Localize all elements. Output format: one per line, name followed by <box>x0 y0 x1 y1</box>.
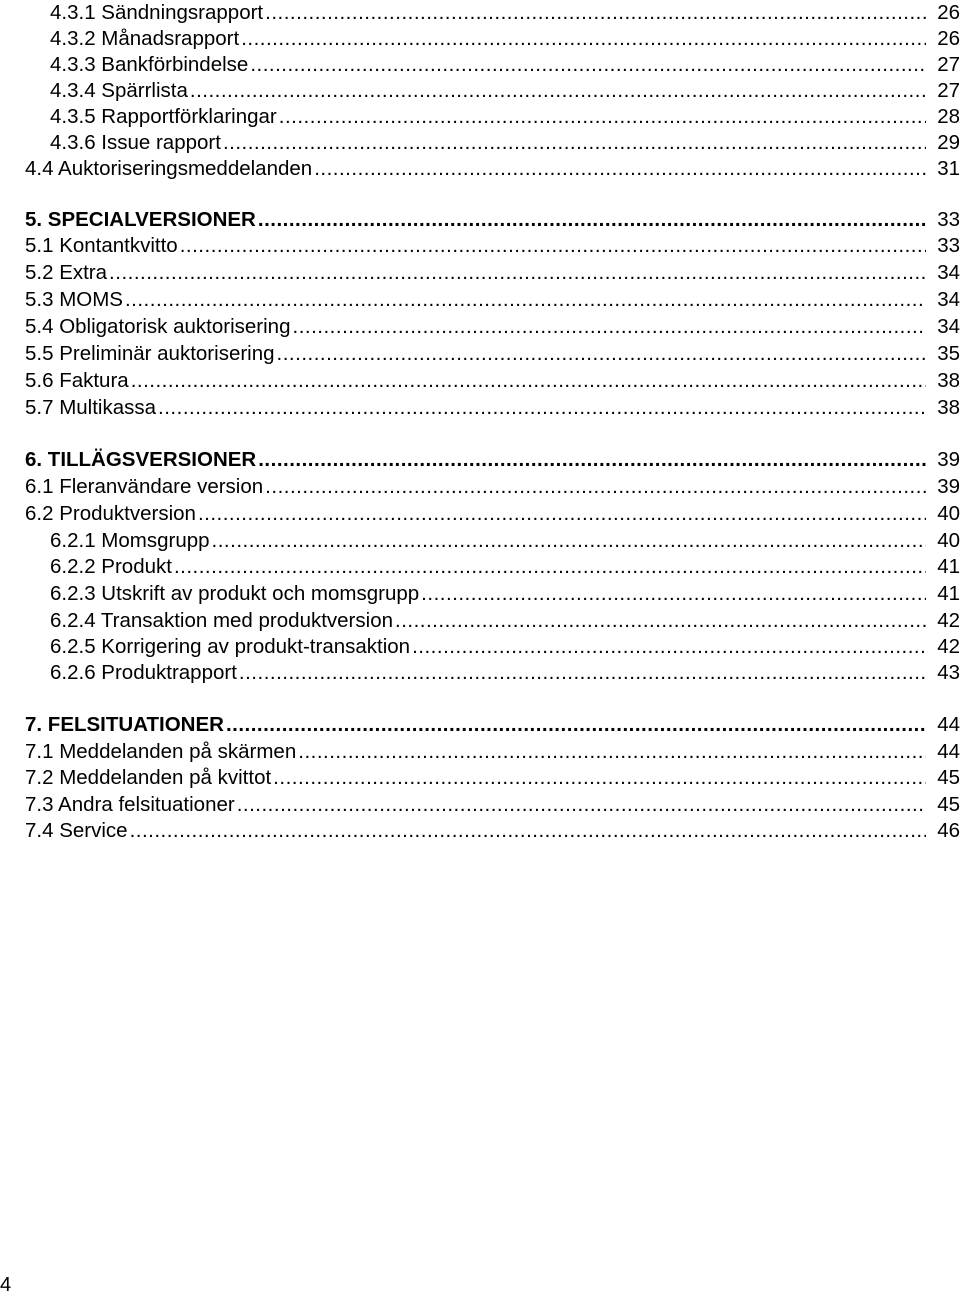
toc-entry[interactable] <box>25 260 960 286</box>
toc-entry-page: 26 <box>937 1 960 24</box>
toc-entry[interactable] <box>25 765 960 791</box>
toc-entry-page: 34 <box>937 261 960 284</box>
toc-entry[interactable] <box>25 474 960 500</box>
toc-leader-dots <box>125 287 926 313</box>
toc-leader-dots <box>223 130 926 156</box>
toc-entry[interactable] <box>50 104 960 130</box>
toc-entry-page: 31 <box>937 157 960 180</box>
toc-entry-label: 6.2.1 Momsgrupp <box>50 529 210 552</box>
toc-entry[interactable] <box>50 78 960 104</box>
toc-leader-dots <box>273 765 926 791</box>
toc-entry[interactable] <box>50 52 960 78</box>
toc-entry-page: 38 <box>937 396 960 419</box>
toc-entry-label: 5. SPECIALVERSIONER <box>25 208 256 231</box>
toc-entry-label: 6.2 Produktversion <box>25 502 196 525</box>
toc-entry[interactable] <box>50 660 960 686</box>
toc-entry[interactable] <box>25 447 960 473</box>
toc-leader-dots <box>180 233 926 259</box>
toc-entry-page: 34 <box>937 315 960 338</box>
toc-entry[interactable] <box>50 581 960 607</box>
toc-entry-label: 4.3.6 Issue rapport <box>50 131 221 154</box>
toc-entry[interactable] <box>50 634 960 660</box>
toc-entry-label: 7. FELSITUATIONER <box>25 713 224 736</box>
toc-entry-label: 6.2.6 Produktrapport <box>50 661 237 684</box>
toc-entry[interactable] <box>25 341 960 367</box>
toc-entry-label: 5.6 Faktura <box>25 369 129 392</box>
toc-entry-page: 28 <box>937 105 960 128</box>
toc-entry[interactable] <box>25 739 960 765</box>
toc-entry-label: 5.4 Obligatorisk auktorisering <box>25 315 291 338</box>
toc-entry-label: 7.4 Service <box>25 819 128 842</box>
toc-leader-dots <box>412 634 926 660</box>
toc-entry[interactable] <box>25 156 960 182</box>
toc-leader-dots <box>241 26 926 52</box>
toc-entry[interactable] <box>25 395 960 421</box>
toc-entry-page: 29 <box>937 131 960 154</box>
toc-leader-dots <box>279 104 926 130</box>
toc-entry-page: 44 <box>937 713 960 736</box>
toc-entry-label: 7.2 Meddelanden på kvittot <box>25 766 272 789</box>
toc-entry-page: 35 <box>937 342 960 365</box>
toc-entry-label: 5.7 Multikassa <box>25 396 157 419</box>
toc-entry-label: 6.2.2 Produkt <box>50 555 172 578</box>
toc-leader-dots <box>298 739 926 765</box>
toc-entry[interactable] <box>25 368 960 394</box>
toc-entry-label: 6. TILLÄGSVERSIONER <box>25 448 257 471</box>
toc-entry[interactable] <box>25 207 960 233</box>
toc-entry[interactable] <box>50 130 960 156</box>
toc-leader-dots <box>258 447 926 473</box>
toc-leader-dots <box>293 314 927 340</box>
toc-entry-label: 6.2.3 Utskrift av produkt och momsgrupp <box>50 582 420 605</box>
toc-entry-page: 46 <box>937 819 960 842</box>
toc-leader-dots <box>226 712 926 738</box>
toc-leader-dots <box>250 52 926 78</box>
toc-entry-page: 43 <box>937 661 960 684</box>
toc-entry-page: 33 <box>937 208 960 231</box>
toc-entry-label: 4.3.2 Månadsrapport <box>50 27 240 50</box>
toc-entry-page: 26 <box>937 27 960 50</box>
toc-entry[interactable] <box>25 314 960 340</box>
toc-entry[interactable] <box>25 818 960 844</box>
toc-entry-page: 40 <box>937 502 960 525</box>
toc-entry-label: 6.2.4 Transaktion med produktversion <box>50 609 393 632</box>
toc-entry-page: 33 <box>937 234 960 257</box>
toc-entry-label: 4.3.4 Spärrlista <box>50 79 188 102</box>
toc-leader-dots <box>131 368 926 394</box>
toc-leader-dots <box>190 78 926 104</box>
page-number: 4 <box>0 1274 12 1296</box>
toc-entry-page: 38 <box>937 369 960 392</box>
toc-entry-label: 5.2 Extra <box>25 261 108 284</box>
toc-leader-dots <box>212 528 926 554</box>
toc-entry-page: 34 <box>937 288 960 311</box>
toc-entry-label: 7.3 Andra felsituationer <box>25 793 235 816</box>
toc-entry[interactable] <box>25 233 960 259</box>
toc-entry-page: 45 <box>937 793 960 816</box>
toc-entry[interactable] <box>25 287 960 313</box>
toc-entry-label: 4.3.1 Sändningsrapport <box>50 1 264 24</box>
toc-entry[interactable] <box>50 608 960 634</box>
toc-leader-dots <box>277 341 926 367</box>
toc-entry-label: 5.5 Preliminär auktorisering <box>25 342 275 365</box>
toc-entry[interactable] <box>25 792 960 818</box>
toc-entry-label: 5.3 MOMS <box>25 288 123 311</box>
toc-entry-page: 41 <box>937 555 960 578</box>
toc-entry-page: 40 <box>937 529 960 552</box>
toc-entry[interactable] <box>50 554 960 580</box>
toc-leader-dots <box>174 554 926 580</box>
toc-entry-label: 4.4 Auktoriseringsmeddelanden <box>25 157 313 180</box>
toc-entry-label: 7.1 Meddelanden på skärmen <box>25 740 297 763</box>
toc-leader-dots <box>198 501 926 527</box>
toc-entry-page: 44 <box>937 740 960 763</box>
toc-entry[interactable] <box>50 26 960 52</box>
toc-leader-dots <box>265 0 926 26</box>
toc-entry-page: 42 <box>937 635 960 658</box>
toc-entry-page: 45 <box>937 766 960 789</box>
toc-entry-label: 6.1 Fleranvändare version <box>25 475 264 498</box>
toc-entry-page: 39 <box>937 448 960 471</box>
toc-leader-dots <box>314 156 926 182</box>
toc-leader-dots <box>265 474 926 500</box>
toc-entry-page: 41 <box>937 582 960 605</box>
toc-entry-page: 27 <box>937 53 960 76</box>
toc-leader-dots <box>421 581 926 607</box>
toc-entry-label: 4.3.5 Rapportförklaringar <box>50 105 277 128</box>
toc-leader-dots <box>158 395 926 421</box>
toc-entry[interactable] <box>25 712 960 738</box>
toc-entry[interactable] <box>50 528 960 554</box>
toc-entry-label: 4.3.3 Bankförbindelse <box>50 53 249 76</box>
toc-entry[interactable] <box>25 501 960 527</box>
toc-entry-page: 27 <box>937 79 960 102</box>
toc-leader-dots <box>130 818 926 844</box>
toc-entry-label: 6.2.5 Korrigering av produkt-transaktion <box>50 635 411 658</box>
toc-leader-dots <box>239 660 926 686</box>
toc-leader-dots <box>237 792 926 818</box>
toc-leader-dots <box>258 207 926 233</box>
toc-entry-page: 42 <box>937 609 960 632</box>
toc-entry-label: 5.1 Kontantkvitto <box>25 234 178 257</box>
toc-leader-dots <box>395 608 926 634</box>
toc-entry-page: 39 <box>937 475 960 498</box>
toc-leader-dots <box>109 260 926 286</box>
toc-entry[interactable] <box>50 0 960 26</box>
